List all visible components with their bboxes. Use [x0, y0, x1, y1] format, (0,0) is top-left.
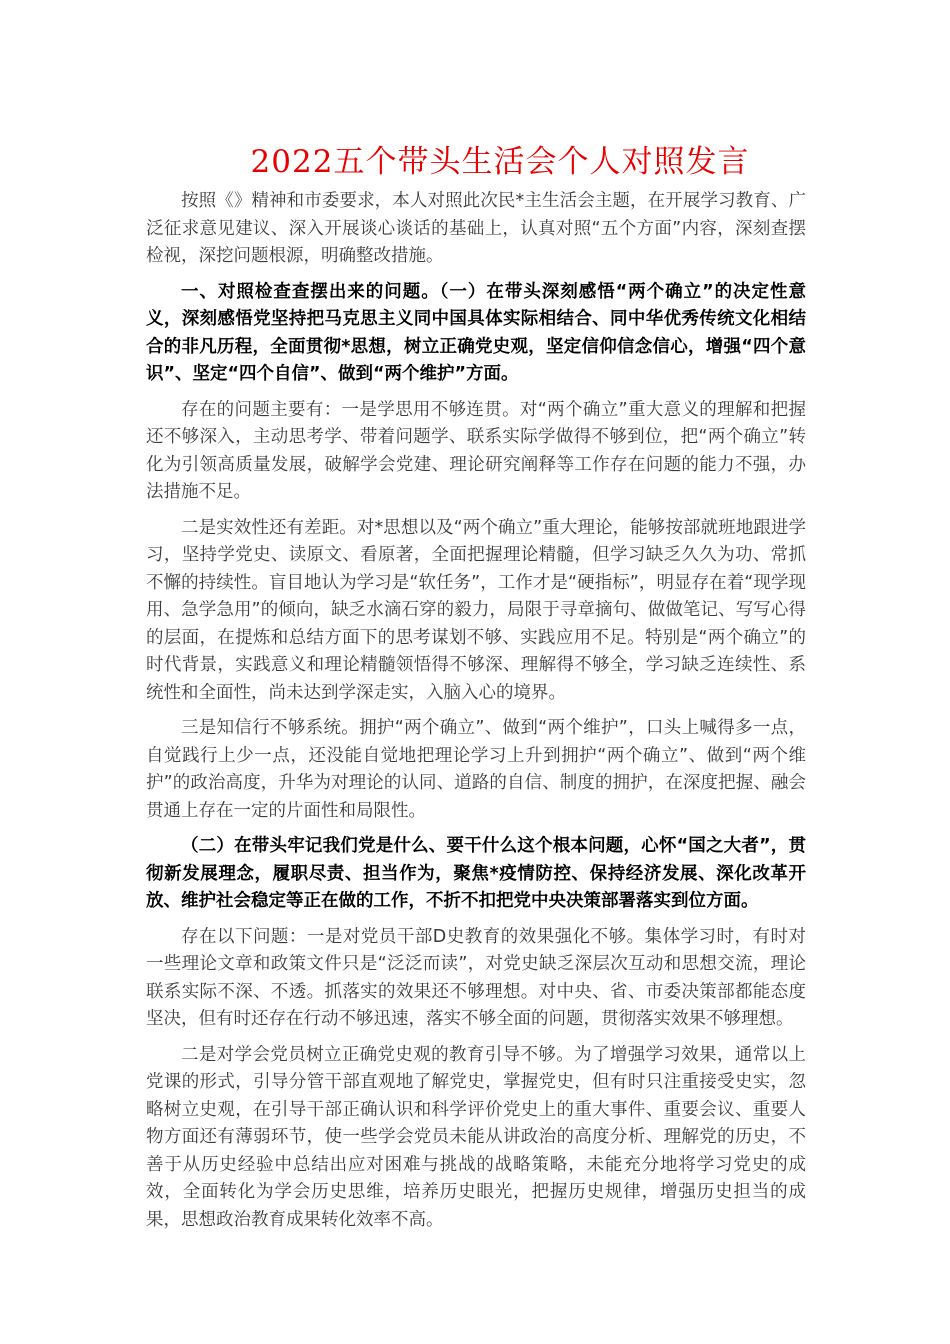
paragraph-problem-3: 三是知信行不够系统。拥护“两个确立”、做到“两个维护”，口头上喊得多一点，自觉践行上少一点，还没能自觉地把理论学习上升到拥护“两个确立”、做到“两个维护”的政治高度，升华为对理论的认同、道路的自信、制度的拥护，在深度把握、融会贯通上存在一定的片面性和局限性。 — [146, 718, 806, 821]
heading-section-1: 一、对照检查查摆出来的问题。（一）在带头深刻感悟“两个确立”的决定性意义，深刻感悟党坚持把马克思主义同中国具体实际相结合、同中华优秀传统文化相结合的非凡历程，全面贯彻*思想，树立正确党史观，坚定信仰信念信心，增强“四个意识”、坚定“四个自信”、做到“两个维护”方面。 — [146, 281, 806, 384]
heading-section-2: （二）在带头牢记我们党是什么、要干什么这个根本问题，心怀“国之大者”，贯彻新发展理念，履职尽责、担当作为，聚焦*疫情防控、保持经济发展、深化改革开放、维护社会稳定等正在做的工作，不折不扣把党中央决策部署落实到位方面。 — [146, 836, 806, 911]
paragraph-problem-2: 二是实效性还有差距。对*思想以及“两个确立”重大理论，能够按部就班地跟进学习，坚持学党史、读原文、看原著，全面把握理论精髓，但学习缺乏久久为功、常抓不懈的持续性。盲目地认为学习是“软任务”，工作才是“硬指标”，明显存在着“现学现用、急学急用”的倾向，缺乏水滴石穿的毅力，局限于寻章摘句、做做笔记、写写心得的层面，在提炼和总结方面下的思考谋划不够、实践应用不足。特别是“两个确立”的时代背景，实践意义和理论精髓领悟得不够深、理解得不够全，学习缺乏连续性、系统性和全面性，尚未达到学深走实，入脑入心的境界。 — [146, 517, 806, 703]
paragraph-problem-1: 存在的问题主要有：一是学思用不够连贯。对“两个确立”重大意义的理解和把握还不够深入，主动思考学、带着问题学、联系实际学做得不够到位，把“两个确立”转化为引领高质量发展，破解学会党建、理论研究阐释等工作存在问题的能力不强，办法措施不足。 — [146, 399, 806, 502]
document-body — [146, 188, 806, 1240]
document-title: 2022五个带头生活会个人对照发言 — [250, 144, 750, 180]
paragraph-problem-4: 存在以下问题：一是对党员干部D史教育的效果强化不够。集体学习时，有时对一些理论文章和政策文件只是“泛泛而读”，对党史缺乏深层次互动和思想交流，理论联系实际不深、不透。抓落实的效果还不够理想。对中央、省、市委决策部都能态度坚决，但有时还存在行动不够迅速，落实不够全面的问题，贯彻落实效果不够理想。 — [146, 926, 806, 1029]
paragraph-problem-5: 二是对学会党员树立正确党史观的教育引导不够。为了增强学习效果，通常以上党课的形式，引导分管干部直观地了解党史，掌握党史，但有时只注重接受史实，忽略树立史观，在引导干部正确认识和科学评价党史上的重大事件、重要会议、重要人物方面还有薄弱环节，使一些学会党员未能从讲政治的高度分析、理解党的历史，不善于从历史经验中总结出应对困难与挑战的战略策略，未能充分地将学习党史的成效，全面转化为学会历史思维，培养历史眼光，把握历史规律，增强历史担当的成果，思想政治教育成果转化效率不高。 — [146, 1044, 806, 1230]
paragraph-intro: 按照《》精神和市委要求，本人对照此次民*主生活会主题，在开展学习教育、广泛征求意见建议、深入开展谈心谈话的基础上，认真对照“五个方面”内容，深刻查摆检视，深挖问题根源，明确整改措施。 — [146, 191, 806, 266]
